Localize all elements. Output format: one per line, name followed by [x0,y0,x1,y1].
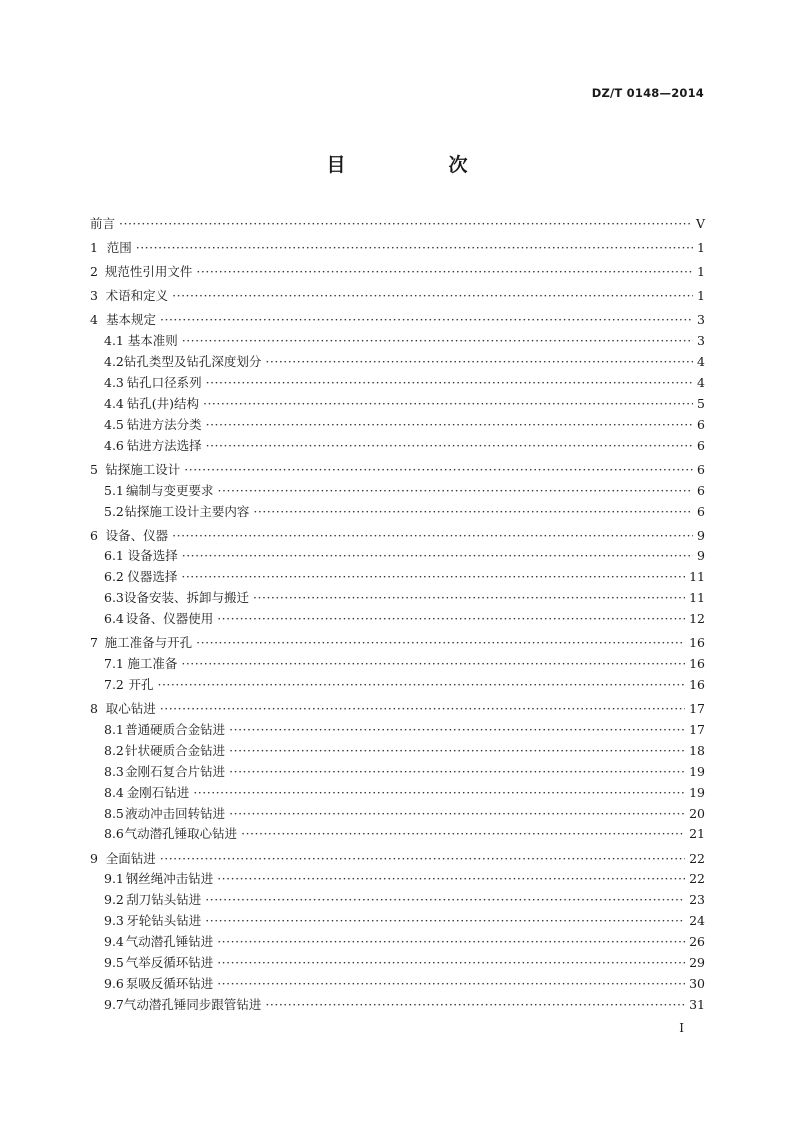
toc-entry-title: 刮刀钻头钻进 [126,892,202,908]
toc-entry-page: 1 [697,240,705,256]
toc-entry-title: 针状硬质合金钻进 [125,742,226,758]
toc-entry-number: 9.1 [104,871,124,887]
toc-entry-page: Ⅴ [695,216,705,231]
toc-entry-title: 钻进方法选择 [126,437,202,453]
toc-entry-page: 16 [689,677,705,693]
toc-entry-page: 18 [689,742,705,758]
toc-entry-page: 1 [697,288,705,304]
toc-entry[interactable] [90,824,705,845]
toc-entry[interactable] [90,526,705,547]
toc-entry-title: 钢丝绳冲击钻进 [125,871,214,887]
toc-entry-title: 钻孔口径系列 [126,374,202,390]
toc-entry[interactable] [90,783,705,804]
toc-entry[interactable] [90,415,705,436]
dot-leader [229,806,685,821]
toc-entry-number: 9 [90,850,98,866]
toc-entry-page: 6 [697,416,705,432]
toc-entry[interactable] [90,460,705,481]
toc-entry[interactable] [90,394,705,415]
toc-entry[interactable] [90,869,705,890]
toc-entry[interactable] [90,741,705,762]
toc-entry-page: 6 [697,503,705,519]
page-title: 目 次 [326,154,510,176]
dot-leader [253,590,685,605]
toc-entry-title: 气动潜孔锤钻进 [125,934,214,950]
toc-entry[interactable] [90,546,705,567]
toc-entry[interactable] [90,238,705,259]
dot-leader [182,548,693,563]
toc-entry-number: 4.1 [104,333,124,349]
toc-entry-title: 取心钻进 [105,701,156,717]
toc-entry-title: 牙轮钻头钻进 [126,913,202,929]
toc-entry-number: 4.5 [104,416,124,432]
toc-entry[interactable] [90,214,705,235]
toc-entry-page: 30 [689,975,705,991]
toc-entry-page: 26 [689,934,705,950]
toc-entry-title: 钻探施工设计 [105,461,181,477]
dot-leader [241,826,685,841]
dot-leader [265,997,685,1012]
toc-entry[interactable] [90,436,705,457]
toc-entry[interactable] [90,762,705,783]
dot-leader [160,312,693,327]
toc-entry[interactable] [90,633,705,654]
toc-entry-page: 12 [689,611,705,627]
toc-entry-title: 编制与变更要求 [126,482,214,498]
toc-entry-page: 11 [689,569,705,585]
toc-entry-title: 钻孔(井)结构 [126,395,199,411]
toc-entry-number: 6.1 [104,548,124,564]
toc-entry-title: 仪器选择 [127,569,178,585]
toc-entry-title: 基本准则 [127,333,178,349]
toc-entry-page: 17 [689,701,705,717]
toc-entry-title: 基本规定 [105,312,156,328]
toc-entry-number: 6 [90,527,98,543]
dot-leader [196,264,693,279]
toc-entry-title: 钻进方法分类 [126,416,202,432]
toc-entry[interactable] [90,953,705,974]
toc-entry-number: 7.1 [104,656,124,672]
toc-entry-page: 29 [689,954,705,970]
toc-entry-number: 6.2 [104,569,124,585]
dot-leader [181,656,685,671]
toc-entry-page: 19 [689,784,705,800]
toc-entry-number: 4.2 [104,354,124,370]
toc-entry-number: 8.2 [104,742,124,758]
dot-leader [229,743,685,758]
dot-leader [206,375,693,390]
toc-entry[interactable] [90,588,705,609]
toc-entry-title: 开孔 [128,677,154,693]
dot-leader [184,462,693,477]
toc-entry[interactable] [90,720,705,741]
toc-entry-number: 9.7 [104,996,124,1012]
toc-entry-page: 23 [689,892,705,908]
toc-entry-number: 8.1 [104,721,124,737]
table-of-contents [90,214,705,1016]
toc-entry-number: 4.4 [104,395,124,411]
toc-entry-page: 6 [697,437,705,453]
dot-leader [157,677,685,692]
toc-entry-number: 4 [90,312,98,328]
toc-entry-number: 2 [90,264,98,280]
toc-entry-number: 7.2 [104,677,124,693]
dot-leader [229,764,685,779]
toc-entry-number: 8 [90,701,98,717]
dot-leader [203,396,693,411]
toc-entry-page: 16 [689,656,705,672]
toc-entry-number: 8.3 [104,763,124,779]
toc-entry-title: 施工准备与开孔 [104,635,193,651]
dot-leader [193,785,685,800]
dot-leader [217,976,685,991]
toc-entry-page: 6 [697,461,705,477]
toc-entry-number: 6.3 [104,590,124,606]
toc-entry-title: 设备、仪器 [105,527,169,543]
dot-leader [136,240,693,255]
dot-leader [253,504,693,519]
toc-entry[interactable] [90,675,705,696]
toc-entry[interactable] [90,890,705,911]
toc-entry-page: 5 [697,395,705,411]
dot-leader [182,333,693,348]
toc-entry-title: 气动潜孔锤同步跟管钻进 [123,996,262,1012]
dot-leader [172,528,693,543]
toc-entry-title: 气动潜孔锤取心钻进 [124,826,238,842]
toc-entry[interactable] [90,609,705,630]
toc-entry-page: 31 [689,996,705,1012]
toc-entry-page: 22 [689,850,705,866]
toc-entry-title: 前言 [90,216,116,231]
toc-entry-page: 17 [689,721,705,737]
dot-leader [205,913,685,928]
toc-entry-page: 21 [689,826,705,842]
toc-entry-page: 9 [697,548,705,564]
toc-entry-page: 24 [689,913,705,929]
toc-entry[interactable] [90,911,705,932]
toc-entry-number: 8.4 [104,784,124,800]
toc-entry-page: 19 [689,763,705,779]
toc-entry-page: 3 [697,312,705,328]
toc-entry-number: 1 [90,240,98,256]
toc-entry-number: 6.4 [104,611,124,627]
toc-entry-title: 普通硬质合金钻进 [125,721,226,737]
toc-entry-page: 6 [697,482,705,498]
toc-entry-page: 11 [689,590,705,606]
toc-entry-number: 5 [90,461,98,477]
toc-entry-title: 泵吸反循环钻进 [125,975,214,991]
dot-leader [205,892,685,907]
toc-entry-page: 16 [689,635,705,651]
dot-leader [217,611,685,626]
toc-entry-page: 3 [697,333,705,349]
toc-entry[interactable] [90,654,705,675]
toc-entry-number: 9.6 [104,975,124,991]
dot-leader [206,438,693,453]
toc-entry-title: 全面钻进 [105,850,156,866]
toc-entry-number: 4.3 [104,374,124,390]
dot-leader [229,722,685,737]
toc-entry[interactable] [90,286,705,307]
dot-leader [206,417,693,432]
toc-entry-title: 规范性引用文件 [104,264,193,280]
toc-entry[interactable] [90,849,705,870]
toc-entry[interactable] [90,567,705,588]
dot-leader [217,955,685,970]
dot-leader [196,635,685,650]
toc-entry-number: 9.3 [104,913,124,929]
toc-entry[interactable] [90,995,705,1016]
toc-entry[interactable] [90,481,705,502]
toc-entry-page: 22 [689,871,705,887]
dot-leader [172,288,693,303]
toc-entry-title: 设备、仪器使用 [125,611,214,627]
dot-leader [119,216,692,231]
toc-entry-number: 8.5 [104,805,124,821]
dot-leader [217,934,685,949]
toc-entry[interactable] [90,331,705,352]
toc-entry[interactable] [90,804,705,825]
toc-entry[interactable] [90,352,705,373]
toc-entry-title: 施工准备 [127,656,178,672]
toc-entry-title: 范围 [106,240,132,256]
toc-entry-number: 7 [90,635,98,651]
toc-entry-title: 金刚石钻进 [126,784,190,800]
toc-entry-title: 钻探施工设计主要内容 [124,503,250,519]
toc-entry[interactable] [90,699,705,720]
toc-entry[interactable] [90,932,705,953]
toc-entry-number: 5.2 [104,503,124,519]
toc-entry-title: 液动冲击回转钻进 [125,805,226,821]
toc-entry-number: 9.2 [104,892,124,908]
dot-leader [160,851,685,866]
toc-entry[interactable] [90,974,705,995]
toc-entry-page: 1 [697,264,705,280]
toc-entry-number: 9.5 [104,954,124,970]
toc-entry[interactable] [90,502,705,523]
toc-entry-title: 设备安装、拆卸与搬迁 [124,590,250,606]
toc-entry-number: 8.6 [104,826,124,842]
toc-entry-page: 4 [697,374,705,390]
standard-code: DZ/T 0148—2014 [591,86,704,100]
toc-entry-number: 5.1 [104,482,124,498]
toc-entry-title: 设备选择 [127,548,178,564]
toc-entry-page: 20 [689,805,705,821]
dot-leader [218,483,694,498]
toc-entry-title: 气举反循环钻进 [125,954,214,970]
toc-entry-title: 金刚石复合片钻进 [125,763,226,779]
toc-entry-title: 术语和定义 [105,288,169,304]
toc-entry[interactable] [90,262,705,283]
page-number: I [679,1021,684,1035]
toc-entry-number: 4.6 [104,437,124,453]
toc-entry-page: 9 [697,527,705,543]
dot-leader [160,701,685,716]
toc-entry-page: 4 [697,354,705,370]
toc-entry[interactable] [90,373,705,394]
dot-leader [265,354,693,369]
toc-entry-title: 钻孔类型及钻孔深度划分 [123,354,262,370]
dot-leader [217,871,685,886]
dot-leader [181,569,685,584]
toc-entry-number: 9.4 [104,934,124,950]
toc-entry-number: 3 [90,288,98,304]
toc-entry[interactable] [90,310,705,331]
